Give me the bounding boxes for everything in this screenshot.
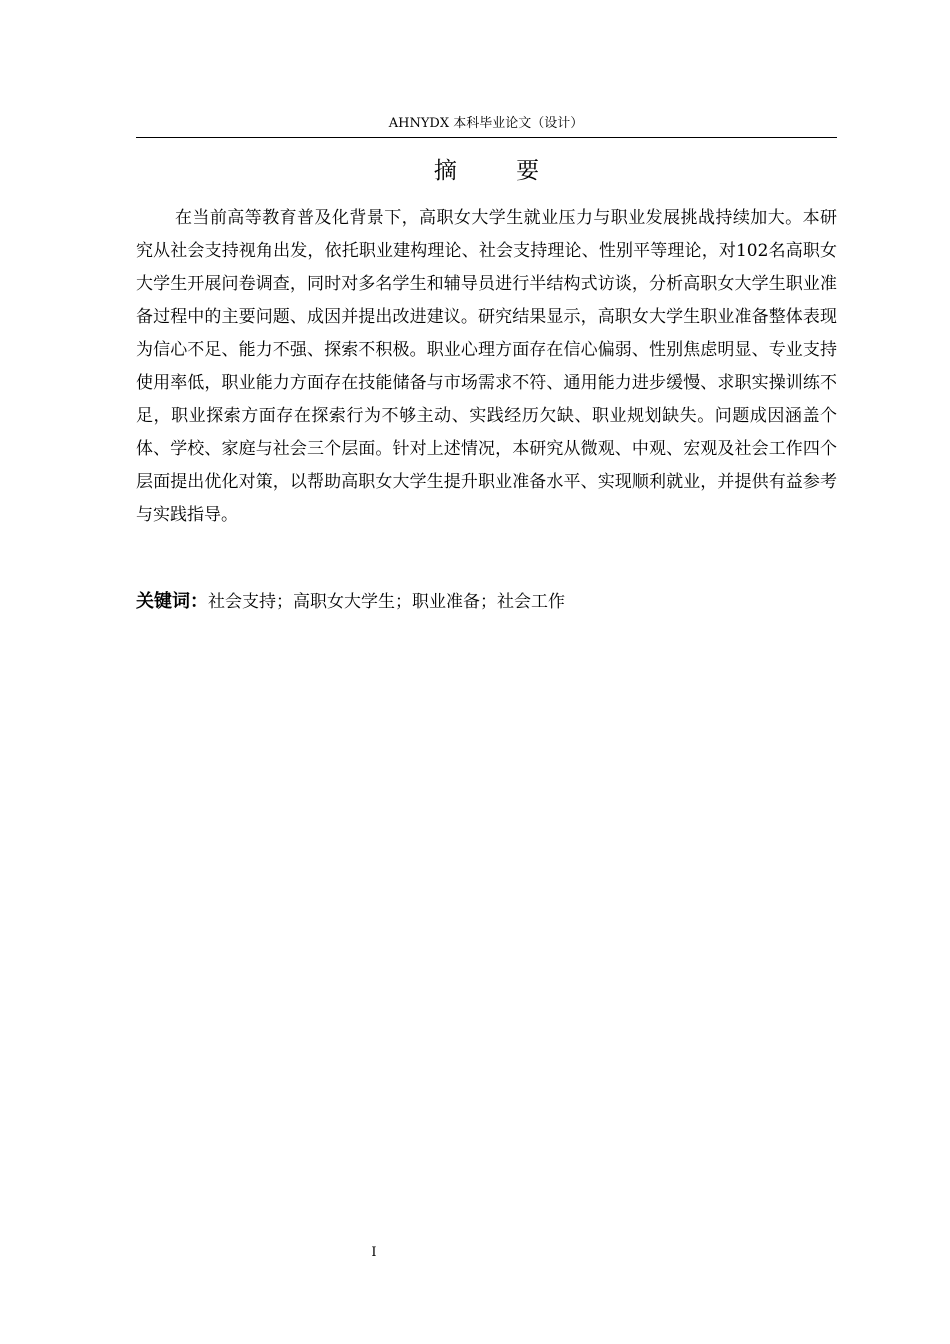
keywords-line (136, 585, 837, 619)
running-header: AHNYDX 本科毕业论文（设计） (388, 116, 584, 131)
header-rule (136, 137, 837, 138)
abstract-title: 摘 要 (433, 158, 566, 184)
keywords-text: 社会支持；高职女大学生；职业准备；社会工作 (208, 592, 565, 612)
keywords-label: 关键词： (136, 591, 208, 612)
page-number: I (371, 1245, 377, 1260)
abstract-body: 在当前高等教育普及化背景下，高职女大学生就业压力与职业发展挑战持续加大。本研究从社会支持视角出发，依托职业建构理论、社会支持理论、性别平等理论，对102名高职女大学生开展问卷调查，同时对多名学生和辅导员进行半结构式访谈，分析高职女大学生职业准备过程中的主要问题、成因并提出改进建议。研究结果显示，高职女大学生职业准备整体表现为信心不足、能力不强、探索不积极。职业心理方面存在信心偏弱、性别焦虑明显、专业支持使用率低，职业能力方面存在技能储备与市场需求不符、通用能力进步缓慢、求职实操训练不足，职业探索方面存在探索行为不够主动、实践经历欠缺、职业规划缺失。问题成因涵盖个体、学校、家庭与社会三个层面。针对上述情况，本研究从微观、中观、宏观及社会工作四个层面提出优化对策，以帮助高职女大学生提升职业准备水平、实现顺利就业，并提供有益参考与实践指导。 (136, 208, 837, 525)
